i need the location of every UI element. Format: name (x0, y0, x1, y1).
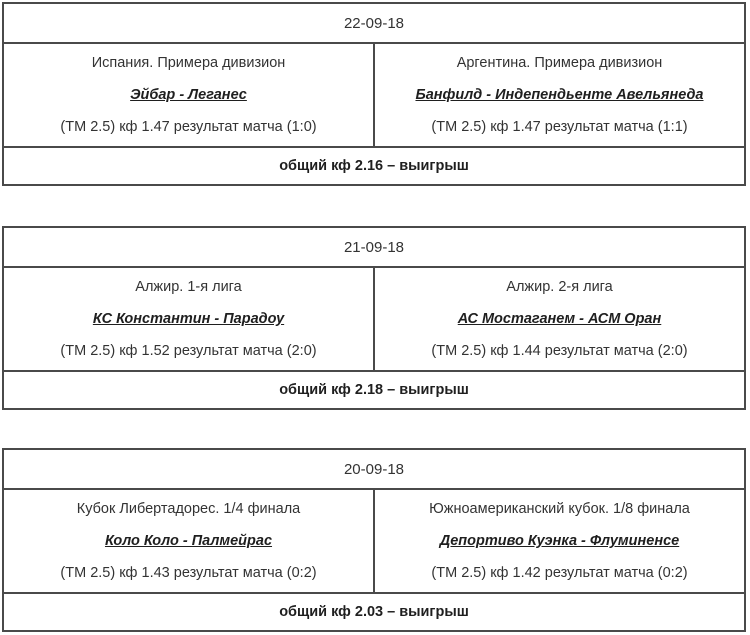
bet-info: (ТМ 2.5) кф 1.42 результат матча (0:2) (431, 565, 688, 581)
match-teams-link[interactable]: Депортиво Куэнка - Флуминенсе (439, 533, 680, 549)
date-label: 22-09-18 (343, 14, 405, 32)
date-row (4, 450, 744, 488)
league-name: Испания. Примера дивизион (91, 55, 286, 71)
match-teams-link[interactable]: Коло Коло - Палмейрас (104, 533, 273, 549)
bet-info: (ТМ 2.5) кф 1.47 результат матча (1:0) (60, 119, 317, 135)
league-name: Южноамериканский кубок. 1/8 финала (429, 501, 690, 517)
date-row (4, 4, 744, 42)
match-cell-left (4, 268, 373, 370)
matches-row (4, 488, 744, 592)
league-name: Алжир. 1-я лига (135, 279, 242, 295)
date-row (4, 228, 744, 266)
bet-table-1 (2, 2, 746, 186)
match-cell-left (4, 490, 373, 592)
bet-info: (ТМ 2.5) кф 1.43 результат матча (0:2) (60, 565, 317, 581)
date-label: 20-09-18 (343, 460, 405, 478)
match-cell-right (373, 44, 744, 146)
total-label: общий кф 2.16 – выигрыш (279, 158, 469, 174)
match-teams-link[interactable]: АС Мостаганем - АСМ Оран (457, 311, 662, 327)
total-row (4, 146, 744, 184)
match-cell-right (373, 268, 744, 370)
match-teams-link[interactable]: Эйбар - Леганес (130, 87, 247, 103)
bet-info: (ТМ 2.5) кф 1.52 результат матча (2:0) (60, 343, 317, 359)
total-row (4, 370, 744, 408)
match-teams-link[interactable]: КС Константин - Парадоу (92, 311, 285, 327)
league-name: Кубок Либертадорес. 1/4 финала (76, 501, 301, 517)
bet-table-3 (2, 448, 746, 632)
match-teams-link[interactable]: Банфилд - Индепендьенте Авельянеда (415, 87, 704, 103)
total-label: общий кф 2.03 – выигрыш (279, 604, 469, 620)
match-cell-right (373, 490, 744, 592)
bet-info: (ТМ 2.5) кф 1.47 результат матча (1:1) (431, 119, 688, 135)
league-name: Аргентина. Примера дивизион (456, 55, 663, 71)
date-label: 21-09-18 (343, 238, 405, 256)
matches-row (4, 42, 744, 146)
match-cell-left (4, 44, 373, 146)
total-row (4, 592, 744, 630)
bet-table-2 (2, 226, 746, 410)
bet-info: (ТМ 2.5) кф 1.44 результат матча (2:0) (431, 343, 688, 359)
league-name: Алжир. 2-я лига (506, 279, 613, 295)
matches-row (4, 266, 744, 370)
total-label: общий кф 2.18 – выигрыш (279, 382, 469, 398)
